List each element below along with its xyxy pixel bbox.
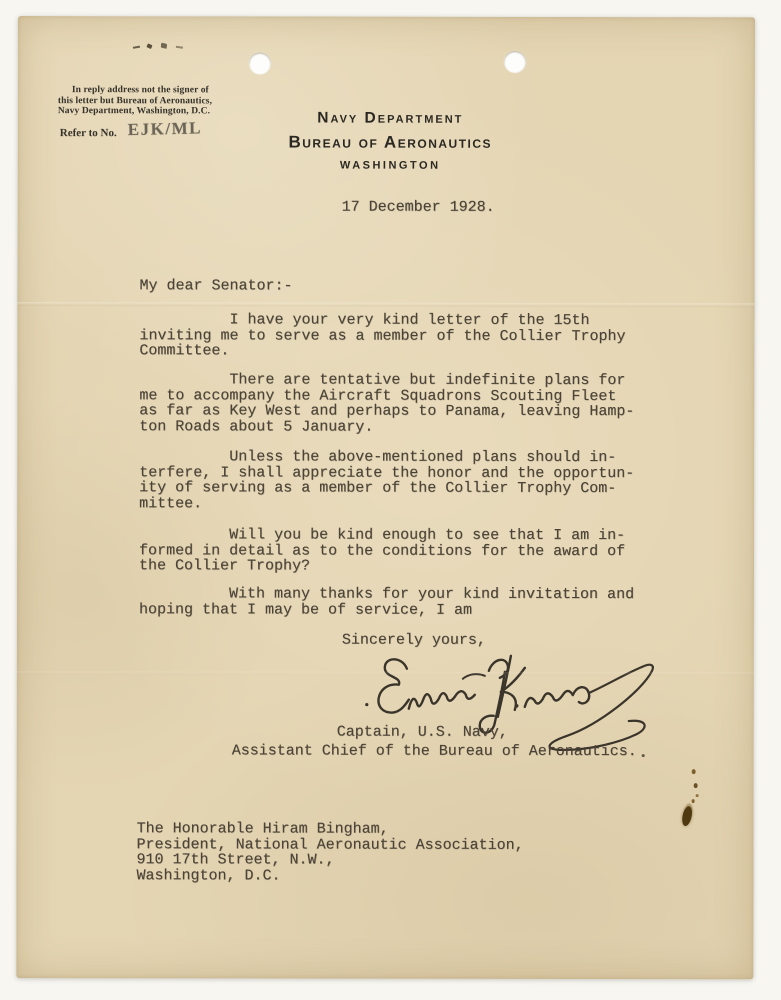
pencil-mark	[161, 43, 168, 49]
stain-dot	[696, 794, 699, 797]
stain-blob	[681, 805, 694, 826]
pencil-mark	[176, 46, 183, 49]
letterhead-bureau: Bureau of Aeronautics	[288, 132, 493, 152]
ink-stain	[18, 16, 755, 17]
reply-instruction: In reply address not the signer of this letter but Bureau of Aeronautics, Navy Department, Washington, D.C.	[57, 85, 213, 117]
body-paragraph-3: Unless the above-mentioned plans should in- terfere, I shall appreciate the honor and the opportun- ity of serving as a member of the Collier Trophy Com- mittee.	[139, 448, 635, 512]
punch-hole-right	[504, 51, 526, 73]
signer-rank: Captain, U.S. Navy,	[336, 723, 508, 741]
refer-number-stamp: EJK/ML	[127, 118, 203, 140]
signer-title: Assistant Chief of the Bureau of Aeronautics.	[231, 742, 637, 761]
body-paragraph-2: There are tentative but indefinite plans for me to accompany the Aircraft Squadrons Scouting Fleet as far as Key West and perhaps to Panama, leaving Hamp- ton Roads about 5 January.	[139, 371, 635, 436]
pencil-mark	[133, 46, 140, 49]
salutation: My dear Senator:-	[139, 277, 293, 295]
body-paragraph-1: I have your very kind letter of the 15th inviting me to serve as a member of the Collier Trophy Committee.	[139, 311, 626, 360]
body-paragraph-4: Will you be kind enough to see that I am in- formed in detail as to the conditions for the award of the Collier Trophy?	[139, 526, 626, 575]
stain-dot	[694, 783, 698, 788]
letterhead-department: Navy Department	[317, 109, 464, 127]
recipient-address: The Honorable Hiram Bingham, President, National Aeronautic Association, 910 17th Street, N.W., Washington, D.C.	[136, 820, 524, 884]
fold-crease-top	[17, 302, 754, 307]
punch-hole-left	[249, 52, 271, 74]
date-line: 17 December 1928.	[341, 198, 495, 216]
stain-speck	[642, 754, 645, 757]
closing-valediction: Sincerely yours,	[341, 631, 486, 649]
stray-period-mark	[365, 703, 368, 706]
letterhead-city: WASHINGTON	[339, 159, 441, 172]
fold-crease-bottom	[17, 671, 754, 676]
stain-dot	[692, 769, 696, 774]
letter-paper	[16, 16, 755, 979]
body-paragraph-5: With many thanks for your kind invitation and hoping that I may be of service, I am	[138, 585, 635, 619]
pencil-marks	[18, 16, 755, 17]
stain-dot	[692, 799, 695, 803]
refer-to-no-label: Refer to No.	[59, 127, 117, 140]
pencil-mark	[146, 43, 152, 49]
